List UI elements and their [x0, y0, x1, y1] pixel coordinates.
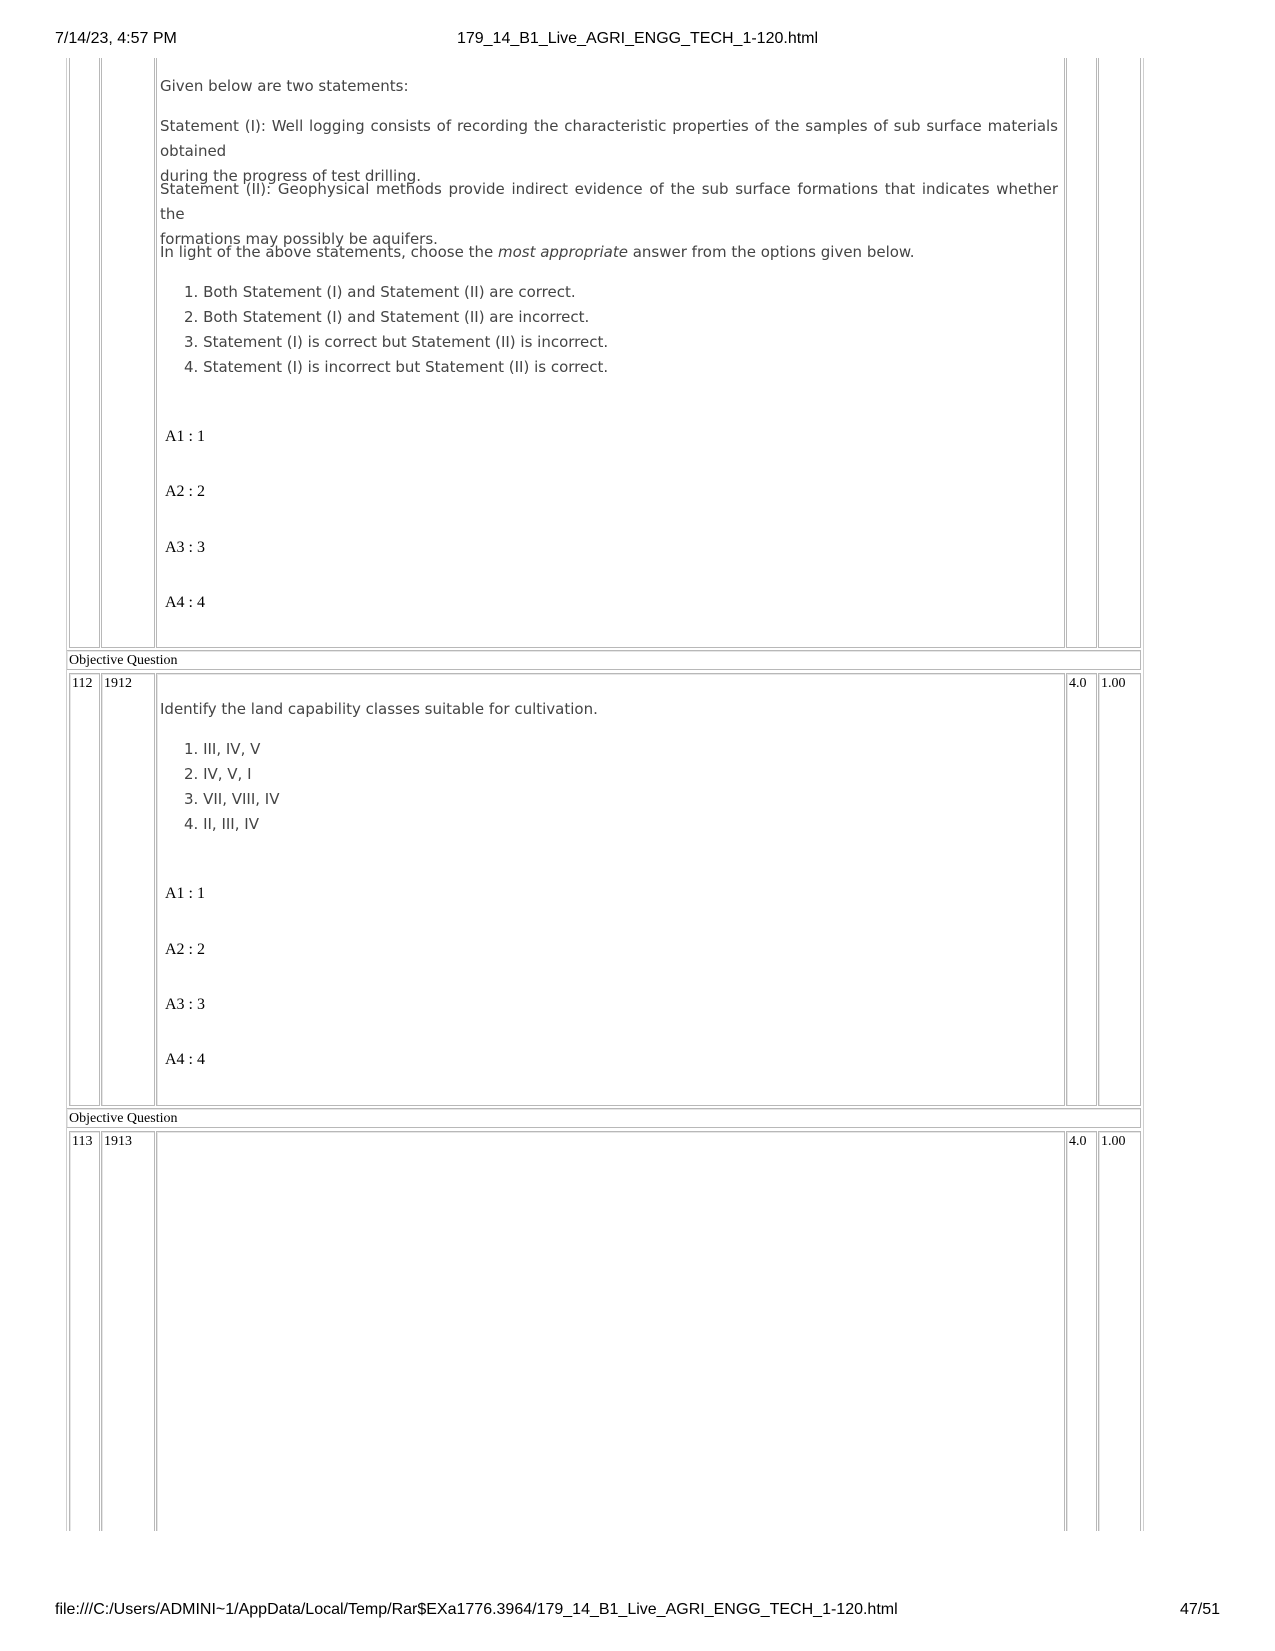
marks-value: 4.0 [1069, 1134, 1087, 1149]
option-4: 4. Statement (I) is incorrect but Statement (II) is correct. [184, 358, 609, 376]
option-3: 3. VII, VIII, IV [184, 790, 280, 808]
serial-number: 112 [72, 676, 93, 691]
table-outer-edge [66, 58, 1144, 1531]
option-2: 2. Both Statement (I) and Statement (II) are incorrect. [184, 308, 590, 326]
document-title: 179_14_B1_Live_AGRI_ENGG_TECH_1-120.html [456, 30, 819, 47]
option-1: 1. Both Statement (I) and Statement (II) are correct. [184, 283, 576, 301]
print-timestamp: 7/14/23, 4:57 PM [55, 30, 177, 47]
marks-value: 4.0 [1069, 676, 1087, 691]
negative-marks-value: 1.00 [1101, 676, 1126, 691]
file-path: file:///C:/Users/ADMINI~1/AppData/Local/Temp/Rar$EXa1776.3964/179_14_B1_Live_AGRI_ENGG_TECH_1-120.html [55, 1601, 898, 1618]
answer-1: A1 : 1 [165, 428, 205, 445]
answer-3: A3 : 3 [165, 539, 205, 556]
serial-number: 113 [72, 1134, 93, 1149]
answer-4: A4 : 4 [165, 594, 205, 611]
option-4: 4. II, III, IV [184, 815, 259, 833]
answer-2: A2 : 2 [165, 941, 205, 958]
option-1: 1. III, IV, V [184, 740, 261, 758]
answer-3: A3 : 3 [165, 996, 205, 1013]
option-3: 3. Statement (I) is correct but Statement (II) is incorrect. [184, 333, 609, 351]
answer-2: A2 : 2 [165, 483, 205, 500]
question-type-label: Objective Question [69, 653, 178, 668]
answer-4: A4 : 4 [165, 1051, 205, 1068]
page-number: 47/51 [1179, 1601, 1220, 1618]
statement-1: Statement (I): Well logging consists of recording the characteristic properties of the samples of sub surface materials obtained during the progress of test drilling. [160, 117, 1058, 185]
question-id: 1912 [104, 676, 132, 691]
answer-1: A1 : 1 [165, 885, 205, 902]
question-intro: Given below are two statements: [160, 77, 409, 95]
statement-2: Statement (II): Geophysical methods provide indirect evidence of the sub surface formations that indicates whether the formations may possibly be aquifers. [160, 180, 1058, 248]
option-2: 2. IV, V, I [184, 765, 252, 783]
question-id: 1913 [104, 1134, 132, 1149]
instruction: In light of the above statements, choose the most appropriate answer from the options given below. [160, 243, 915, 261]
negative-marks-value: 1.00 [1101, 1134, 1126, 1149]
question-type-label: Objective Question [69, 1111, 178, 1126]
question-text: Identify the land capability classes suitable for cultivation. [160, 700, 598, 718]
